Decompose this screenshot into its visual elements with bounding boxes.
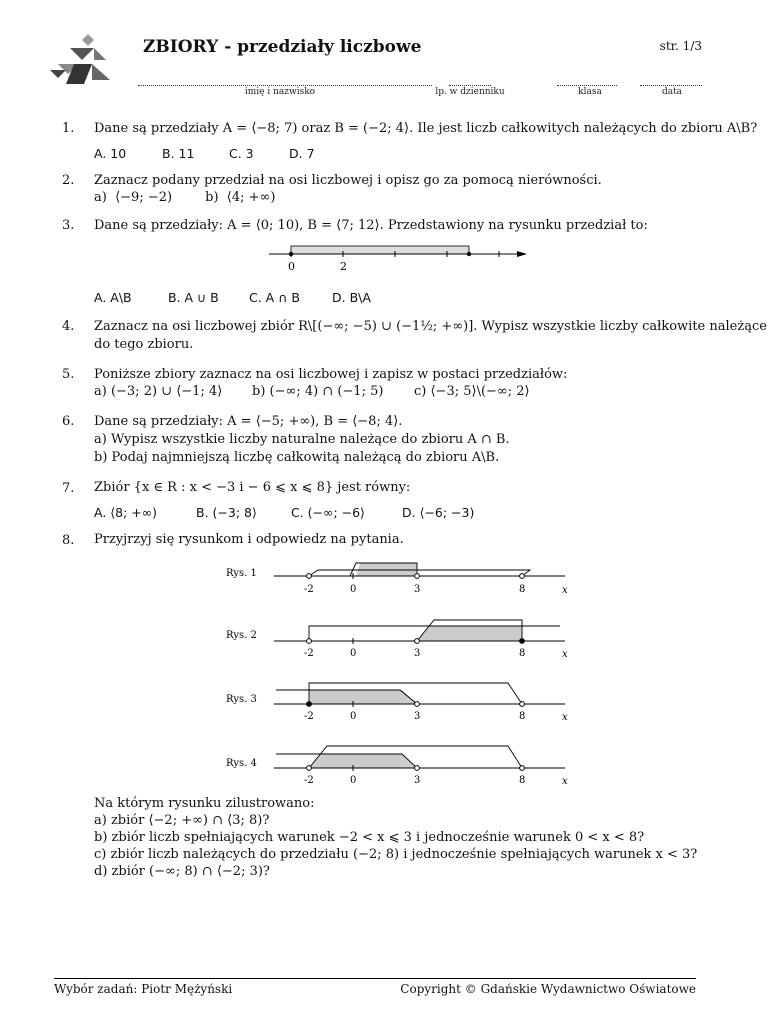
question-text: Przyjrzyj się rysunkom i odpowiedz na pytania.	[94, 532, 404, 547]
footer-divider	[54, 978, 696, 979]
class-label: klasa	[578, 87, 602, 97]
figure-label: Rys. 3	[226, 694, 257, 705]
answer-option[interactable]: C. (−∞; −6⟩	[291, 505, 365, 520]
axis-tick-label: 3	[414, 775, 421, 786]
question-subitem: b) (−∞; 4) ∩ (−1; 5)	[252, 384, 384, 399]
question-subitem: b) Podaj najmniejszą liczbę całkowitą należącą do zbioru A\B.	[94, 450, 500, 465]
question-number: 2.	[62, 173, 75, 188]
name-field[interactable]	[138, 75, 432, 86]
question-text: Poniższe zbiory zaznacz na osi liczbowej i zapisz w postaci przedziałów:	[94, 367, 568, 382]
question-number: 4.	[62, 319, 75, 334]
name-field-label: imię i nazwisko	[244, 87, 316, 97]
answer-option[interactable]: A. 10	[94, 146, 127, 161]
footer-author: Wybór zadań: Piotr Mężyński	[54, 982, 233, 996]
axis-tick-label: -2	[304, 584, 314, 595]
page-number: str. 1/3	[659, 39, 702, 53]
question-subitem: a) Wypisz wszystkie liczby naturalne należące do zbioru A ∩ B.	[94, 432, 510, 447]
axis-tick-label: 8	[519, 584, 526, 595]
question-number: 7.	[62, 481, 75, 496]
axis-tick-label: 0	[350, 648, 357, 659]
answer-option[interactable]: C. A ∩ B	[249, 290, 300, 305]
axis-tick-label: 0	[350, 584, 357, 595]
question-subitem: c) zbiór liczb należących do przedziału (−2; 8) i jednocześnie spełniających warunek x < 3?	[94, 847, 698, 862]
answer-option[interactable]: D. 7	[289, 146, 315, 161]
axis-tick-label: 3	[414, 711, 421, 722]
axis-variable-label: x	[562, 712, 568, 723]
axis-tick-label: 0	[350, 711, 357, 722]
page-title: ZBIORY - przedziały liczbowe	[143, 37, 422, 57]
question-number: 6.	[62, 414, 75, 429]
axis-tick-label: 0	[288, 260, 295, 272]
axis-tick-label: 3	[414, 648, 421, 659]
register-number-field[interactable]	[449, 75, 491, 86]
axis-variable-label: x	[562, 776, 568, 787]
answer-option[interactable]: B. (−3; 8⟩	[196, 505, 257, 520]
question-number: 3.	[62, 218, 75, 233]
figure-label: Rys. 4	[226, 758, 257, 769]
question-subitem: a) (−3; 2) ∪ ⟨−1; 4⟩	[94, 384, 223, 399]
answer-option[interactable]: A. ⟨8; +∞)	[94, 505, 158, 520]
question-text: Zaznacz podany przedział na osi liczbowej i opisz go za pomocą nierówności.	[94, 173, 602, 188]
question-subitems: a) ⟨−9; −2) b) ⟨4; +∞)	[94, 190, 276, 205]
answer-option[interactable]: D. B\A	[332, 290, 371, 305]
question-subitem: a) zbiór ⟨−2; +∞) ∩ ⟨3; 8)?	[94, 813, 270, 828]
question-text: Dane są przedziały A = ⟨−8; 7) oraz B = (−2; 4⟩. Ile jest liczb całkowitych należących do zbioru A\B?	[94, 121, 758, 136]
axis-tick-label: 3	[414, 584, 421, 595]
axis-tick-label: -2	[304, 711, 314, 722]
axis-tick-label: 8	[519, 775, 526, 786]
answer-option[interactable]: C. 3	[229, 146, 254, 161]
interval-figures	[220, 556, 580, 788]
date-field[interactable]	[640, 75, 702, 86]
number-line-figure	[265, 240, 530, 272]
answer-option[interactable]: A. A\B	[94, 290, 132, 305]
figure-label: Rys. 2	[226, 630, 257, 641]
axis-tick-label: -2	[304, 775, 314, 786]
question-text: Zbiór {x ∈ R : x < −3 i − 6 ⩽ x ⩽ 8} jest równy:	[94, 480, 411, 495]
axis-variable-label: x	[562, 585, 568, 596]
axis-variable-label: x	[562, 649, 568, 660]
answer-option[interactable]: B. 11	[162, 146, 195, 161]
class-field[interactable]	[557, 75, 617, 86]
question-text: Dane są przedziały: A = ⟨0; 10), B = ⟨7; 12⟩. Przedstawiony na rysunku przedział to:	[94, 218, 648, 233]
answer-option[interactable]: B. A ∪ B	[168, 290, 219, 305]
question-subitem: d) zbiór (−∞; 8) ∩ ⟨−2; 3)?	[94, 864, 270, 879]
question-text: Dane są przedziały: A = ⟨−5; +∞), B = ⟨−8; 4⟩.	[94, 414, 403, 429]
footer-copyright: Copyright © Gdańskie Wydawnictwo Oświatowe	[400, 982, 696, 996]
answer-option[interactable]: D. ⟨−6; −3)	[402, 505, 475, 520]
axis-tick-label: 8	[519, 648, 526, 659]
question-intro: Na którym rysunku zilustrowano:	[94, 796, 315, 811]
question-number: 8.	[62, 533, 75, 548]
question-subitem: c) ⟨−3; 5⟩\(−∞; 2⟩	[414, 384, 530, 399]
register-number-label: lp. w dzienniku	[435, 87, 505, 97]
question-subitem: b) zbiór liczb spełniających warunek −2 < x ⩽ 3 i jednocześnie warunek 0 < x < 8?	[94, 830, 645, 845]
publisher-logo	[48, 34, 114, 88]
question-text: Zaznacz na osi liczbowej zbiór R\[(−∞; −5) ∪ (−1½; +∞)]. Wypisz wszystkie liczby całkowite należące	[94, 319, 767, 334]
date-label: data	[661, 87, 683, 97]
axis-tick-label: -2	[304, 648, 314, 659]
question-text-continued: do tego zbioru.	[94, 337, 194, 352]
question-number: 5.	[62, 367, 75, 382]
question-number: 1.	[62, 121, 75, 136]
axis-tick-label: 0	[350, 775, 357, 786]
axis-tick-label: 2	[340, 260, 347, 272]
axis-tick-label: 8	[519, 711, 526, 722]
figure-label: Rys. 1	[226, 568, 257, 579]
